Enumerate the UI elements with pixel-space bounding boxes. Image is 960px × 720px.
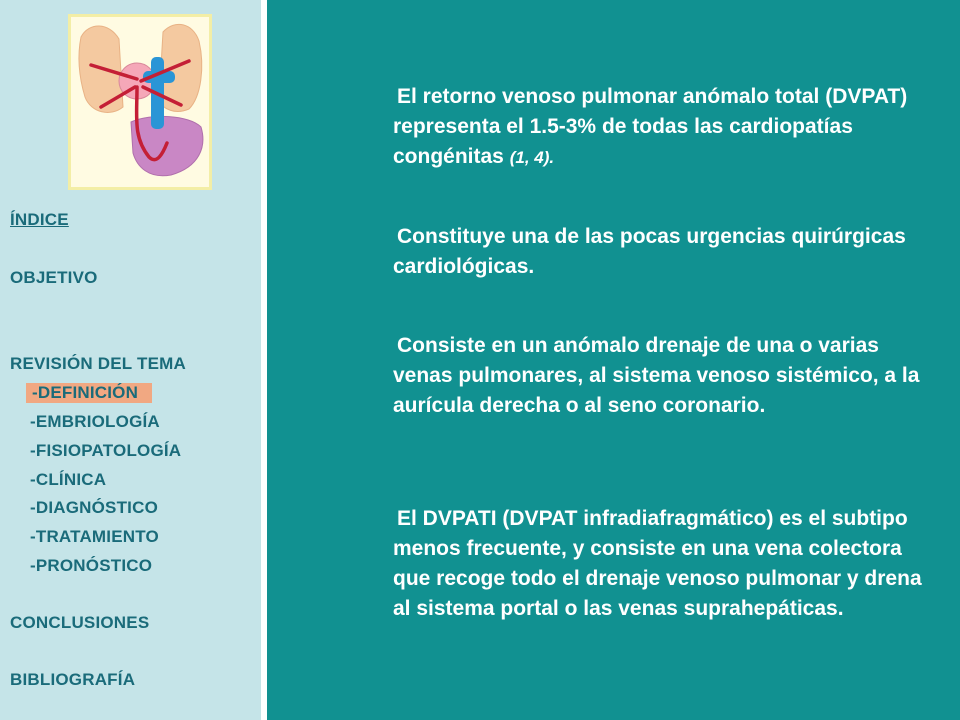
nav-tratamiento[interactable]: -TRATAMIENTO [30,527,159,546]
paragraph-urgency: Constituye una de las pocas urgencias quirúrgicas cardiológicas. [393,225,906,278]
paragraph-dvpati: El DVPATI (DVPAT infradiafragmático) es el subtipo menos frecuente, y consiste en una vena colectora que recoge todo el drenaje venoso pulmonar y drena al sistema portal o las venas suprahepáticas. [393,507,922,620]
paragraph-definition-text: El retorno venoso pulmonar anómalo total (DVPAT) representa el 1.5-3% de todas las cardiopatías congénitas [393,85,908,168]
heart-anatomy-icon [68,14,212,190]
nav-indice[interactable]: ÍNDICE [10,210,69,229]
nav-pronostico[interactable]: -PRONÓSTICO [30,556,153,575]
nav-diagnostico[interactable]: -DIAGNÓSTICO [30,498,159,517]
nav-definicion[interactable]: -DEFINICIÓN [26,383,152,403]
nav-revision-del-tema[interactable]: REVISIÓN DEL TEMA [10,354,186,373]
paragraph-definition [393,82,933,173]
sidebar [0,0,264,720]
citation: (1, 4). [509,148,555,167]
nav-objetivo[interactable]: OBJETIVO [10,268,98,287]
nav-fisiopatologia[interactable]: -FISIOPATOLOGÍA [30,441,182,460]
paragraph-drainage: Consiste en un anómalo drenaje de una o varias venas pulmonares, al sistema venoso sistémico, a la aurícula derecha o al seno coronario. [393,334,920,417]
nav-clinica[interactable]: -CLÍNICA [30,470,107,489]
nav-embriologia[interactable]: -EMBRIOLOGÍA [30,412,160,431]
nav-conclusiones[interactable]: CONCLUSIONES [10,613,150,632]
nav-bibliografia[interactable]: BIBLIOGRAFÍA [10,670,136,689]
